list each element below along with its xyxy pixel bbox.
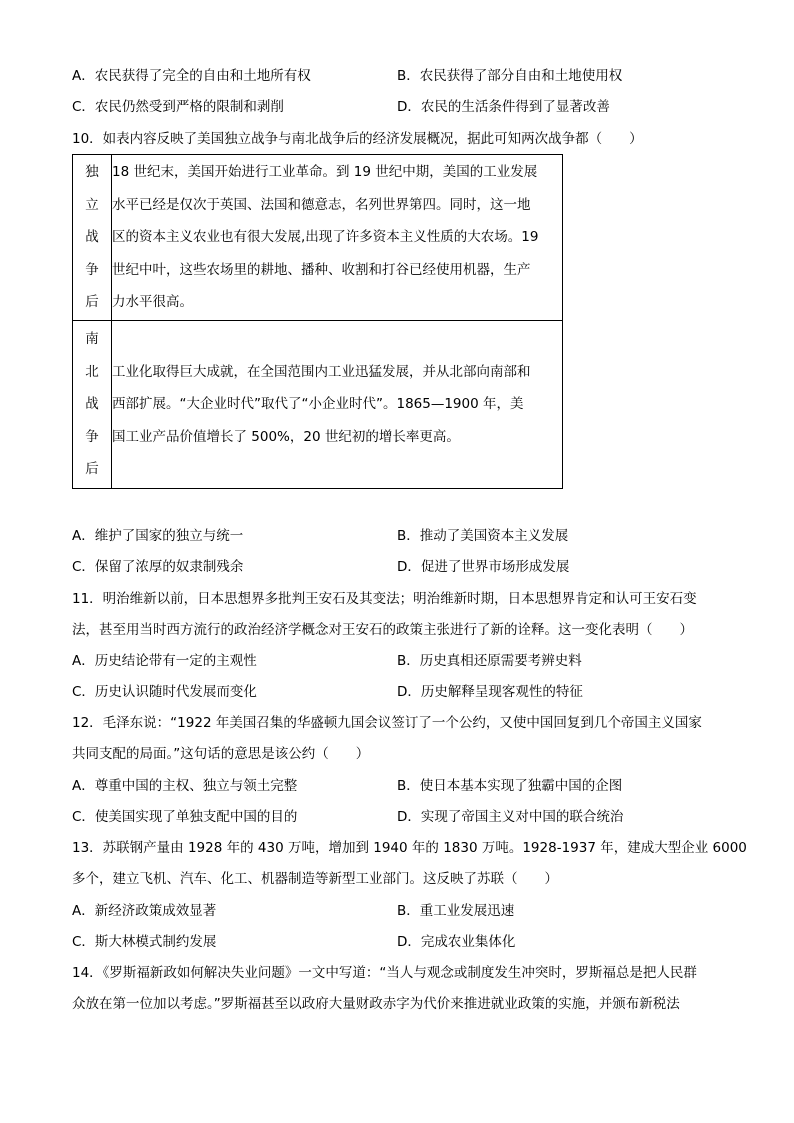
q12-option-d: D．实现了帝国主义对中国的联合统治 <box>397 809 624 825</box>
q11-stem-line: 11．明治维新以前，日本思想界多批判王安石及其变法；明治维新时期，日本思想界肯定和认可王安石变 <box>72 591 697 607</box>
q12-stem-line: 12．毛泽东说：“1922 年美国召集的华盛顿九国会议签订了一个公约，又使中国回复到几个帝国主义国家 <box>72 715 702 731</box>
q12-option-c: C．使美国实现了单独支配中国的目的 <box>72 809 298 825</box>
q9-option-c: C．农民仍然受到严格的限制和剥削 <box>72 99 284 115</box>
q10-option-d: D．促进了世界市场形成发展 <box>397 559 570 575</box>
content-line: 水平已经是仅次于英国、法国和德意志，名列世界第四。同时，这一地 <box>112 196 531 213</box>
q13-option-c: C．斯大林模式制约发展 <box>72 934 217 950</box>
q9-option-b: B．农民获得了部分自由和土地使用权 <box>397 68 623 84</box>
q12-option-b: B．使日本基本实现了独霸中国的企图 <box>397 778 623 794</box>
q13-option-d: D．完成农业集体化 <box>397 934 516 950</box>
q14-stem-line: 众放在第一位加以考虑。”罗斯福甚至以政府大量财政赤字为代价来推进就业政策的实施，并颁布新税法 <box>72 996 680 1012</box>
content-line: 区的资本主义农业也有很大发展,出现了许多资本主义性质的大农场。19 <box>112 229 539 246</box>
table-row <box>73 321 563 489</box>
row-header-char: 南 <box>85 331 99 348</box>
q10-option-a: A．维护了国家的独立与统一 <box>72 528 244 544</box>
content-line: 世纪中叶，这些农场里的耕地、播种、收割和打谷已经使用机器，生产 <box>112 261 531 278</box>
row-content <box>112 155 563 321</box>
row-header-char: 争 <box>85 428 99 445</box>
q10-option-c: C．保留了浓厚的奴隶制残余 <box>72 559 244 575</box>
row-header-char: 独 <box>85 164 99 181</box>
content-line: 力水平很高。 <box>112 294 193 311</box>
content-line: 工业化取得巨大成就，在全国范围内工业迅猛发展，并从北部向南部和 <box>112 363 531 380</box>
row-content <box>112 321 563 489</box>
q11-option-c: C．历史认识随时代发展而变化 <box>72 684 257 700</box>
content-line: 西部扩展。“大企业时代”取代了“小企业时代”。1865—1900 年，美 <box>112 396 524 413</box>
row-header-char: 后 <box>85 294 99 311</box>
content-line: 18 世纪末，美国开始进行工业革命。到 19 世纪中期，美国的工业发展 <box>112 164 538 181</box>
row-header-char: 立 <box>85 196 99 213</box>
q11-stem-line: 法，甚至用当时西方流行的政治经济学概念对王安石的政策主张进行了新的诠释。这一变化表明（ ） <box>72 622 693 638</box>
q10-stem: 10．如表内容反映了美国独立战争与南北战争后的经济发展概况，据此可知两次战争都（ ） <box>72 131 643 147</box>
table-row <box>73 155 563 321</box>
q14-stem-line: 14．《罗斯福新政如何解决失业问题》一文中写道：“当人与观念或制度发生冲突时，罗斯福总是把人民群 <box>72 965 697 981</box>
q12-option-a: A．尊重中国的主权、独立与领土完整 <box>72 778 298 794</box>
q11-option-a: A．历史结论带有一定的主观性 <box>72 653 257 669</box>
row-header-char: 北 <box>85 363 99 380</box>
q10-table <box>72 154 563 489</box>
row-header-char: 争 <box>85 261 99 278</box>
q12-stem-line: 共同支配的局面。”这句话的意思是该公约（ ） <box>72 746 370 762</box>
q13-option-a: A．新经济政策成效显著 <box>72 903 217 919</box>
q11-option-b: B．历史真相还原需要考辨史料 <box>397 653 582 669</box>
q10-option-b: B．推动了美国资本主义发展 <box>397 528 569 544</box>
q13-stem-line: 多个，建立飞机、汽车、化工、机器制造等新型工业部门。这反映了苏联（ ） <box>72 871 558 887</box>
row-header <box>73 155 112 321</box>
row-header-char: 战 <box>85 229 99 246</box>
q11-option-d: D．历史解释呈现客观性的特征 <box>397 684 583 700</box>
row-header-char: 战 <box>85 396 99 413</box>
q13-option-b: B．重工业发展迅速 <box>397 903 515 919</box>
q13-stem-line: 13．苏联钢产量由 1928 年的 430 万吨，增加到 1940 年的 1830 万吨。1928-1937 年，建成大型企业 6000 <box>72 840 747 856</box>
q9-option-a: A．农民获得了完全的自由和土地所有权 <box>72 68 311 84</box>
q9-option-d: D．农民的生活条件得到了显著改善 <box>397 99 610 115</box>
content-line: 国工业产品价值增长了 500%，20 世纪初的增长率更高。 <box>112 428 460 445</box>
row-header <box>73 321 112 489</box>
row-header-char: 后 <box>85 461 99 478</box>
